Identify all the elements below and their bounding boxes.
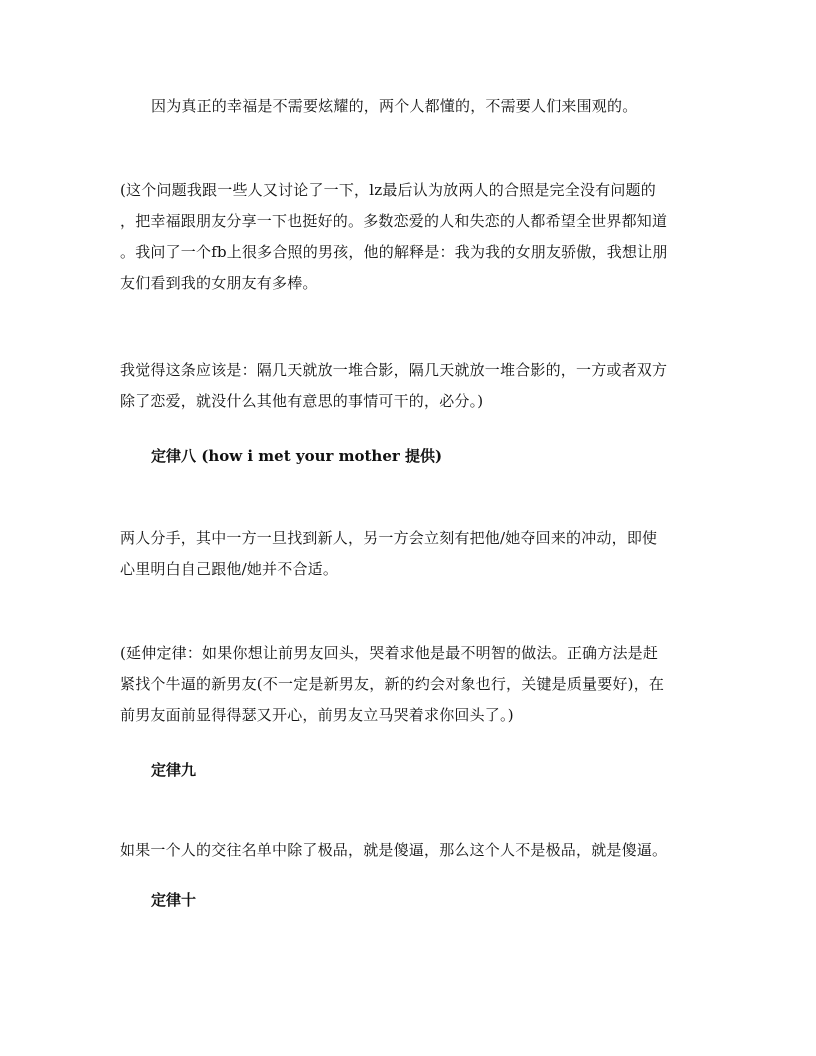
section-heading-law-9: 定律九 xyxy=(151,761,197,779)
paragraph-line: 我觉得这条应该是：隔几天就放一堆合影，隔几天就放一堆合影的，一方或者双方 xyxy=(120,361,668,379)
paragraph-line: (延伸定律：如果你想让前男友回头，哭着求他是最不明智的做法。正确方法是赶 xyxy=(120,644,659,662)
paragraph-line: 。我问了一个fb上很多合照的男孩，他的解释是：我为我的女朋友骄傲，我想让朋 xyxy=(120,243,668,261)
paragraph-line: 因为真正的幸福是不需要炫耀的，两个人都懂的，不需要人们来围观的。 xyxy=(151,97,638,115)
paragraph-line: (这个问题我跟一些人又讨论了一下，lz最后认为放两人的合照是完全没有问题的 xyxy=(120,181,656,199)
paragraph-line: 心里明白自己跟他/她并不合适。 xyxy=(120,560,339,578)
paragraph-line: 除了恋爱，就没什么其他有意思的事情可干的，必分。) xyxy=(120,392,484,410)
section-heading-law-10: 定律十 xyxy=(151,891,197,909)
paragraph-line: 友们看到我的女朋友有多棒。 xyxy=(120,274,318,292)
paragraph-line: 前男友面前显得得瑟又开心，前男友立马哭着求你回头了。) xyxy=(120,706,514,724)
section-heading-law-8: 定律八 (how i met your mother 提供) xyxy=(151,447,443,465)
paragraph-line: 如果一个人的交往名单中除了极品，就是傻逼，那么这个人不是极品，就是傻逼。 xyxy=(120,841,668,859)
paragraph-line: 两人分手，其中一方一旦找到新人，另一方会立刻有把他/她夺回来的冲动，即使 xyxy=(120,529,658,547)
paragraph-line: ，把幸福跟朋友分享一下也挺好的。多数恋爱的人和失恋的人都希望全世界都知道 xyxy=(120,212,668,230)
paragraph-line: 紧找个牛逼的新男友(不一定是新男友，新的约会对象也行，关键是质量要好)，在 xyxy=(120,675,665,693)
